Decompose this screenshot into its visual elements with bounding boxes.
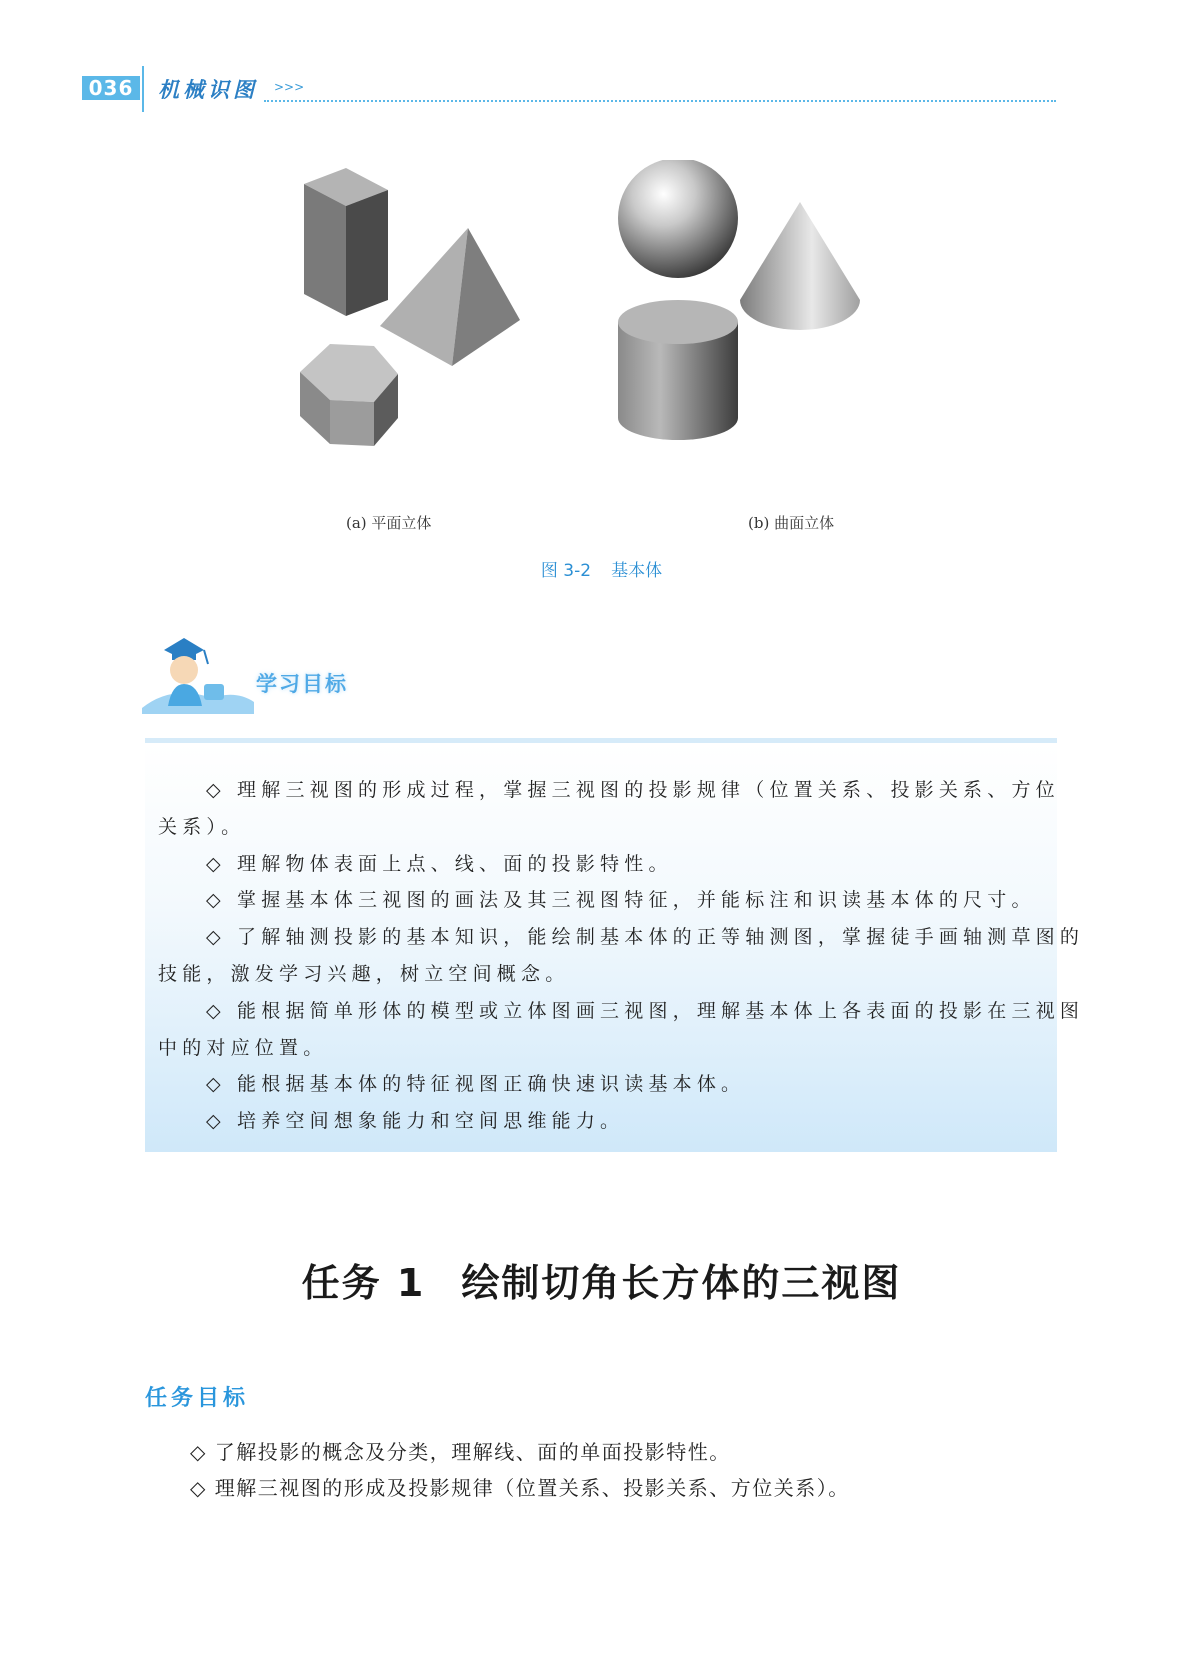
objective-line: 技能，激发学习兴趣，树立空间概念。: [158, 963, 570, 985]
header-dotted-rule: [264, 100, 1056, 102]
prism-shape: [304, 168, 388, 316]
objective-line: ◇ 了解轴测投影的基本知识，能绘制基本体的正等轴测图，掌握徒手画轴测草图的: [206, 926, 1085, 948]
pyramid-shape: [380, 228, 520, 366]
book-title: 机械识图: [158, 77, 258, 102]
figure-sublabel-a: (a) 平面立体: [346, 514, 432, 532]
task-goal-item: ◇ 理解三视图的形成及投影规律（位置关系、投影关系、方位关系）。: [190, 1476, 850, 1500]
task-heading: [0, 1252, 1203, 1307]
basic-solids-figure: [270, 160, 960, 540]
figure-number: 图 3-2: [540, 561, 592, 581]
objectives-title: 学习目标: [256, 672, 348, 696]
header-divider: [142, 66, 144, 112]
objective-line: ◇ 理解物体表面上点、线、面的投影特性。: [206, 853, 673, 875]
figure-title: 基本体: [611, 561, 663, 581]
objective-line: 中的对应位置。: [158, 1037, 328, 1059]
graduate-mascot-icon: [142, 632, 254, 714]
task-goal-item: ◇ 了解投影的概念及分类，理解线、面的单面投影特性。: [190, 1440, 731, 1464]
hexagonal-prism-shape: [300, 344, 398, 446]
objective-line: ◇ 能根据简单形体的模型或立体图画三视图，理解基本体上各表面的投影在三视图: [206, 1000, 1085, 1022]
figure-sublabel-b: (b) 曲面立体: [748, 514, 835, 532]
cone-shape: [740, 202, 860, 330]
figure-caption: [0, 556, 1203, 581]
task-title: 绘制切角长方体的三视图: [461, 1261, 902, 1305]
objective-line: ◇ 理解三视图的形成过程，掌握三视图的投影规律（位置关系、投影关系、方位: [206, 779, 1060, 801]
task-number: 任务 1: [301, 1261, 426, 1305]
objective-line: ◇ 掌握基本体三视图的画法及其三视图特征，并能标注和识读基本体的尺寸。: [206, 889, 1036, 911]
task-goal-heading: 任务目标: [145, 1386, 250, 1411]
objective-line: ◇ 培养空间想象能力和空间思维能力。: [206, 1110, 625, 1132]
sphere-shape: [618, 160, 738, 278]
cylinder-shape: [618, 300, 738, 440]
page-number: 036: [82, 76, 140, 100]
header-arrows: >>>: [274, 80, 305, 94]
objective-line: 关系）。: [158, 816, 246, 838]
objective-line: ◇ 能根据基本体的特征视图正确快速识读基本体。: [206, 1073, 746, 1095]
